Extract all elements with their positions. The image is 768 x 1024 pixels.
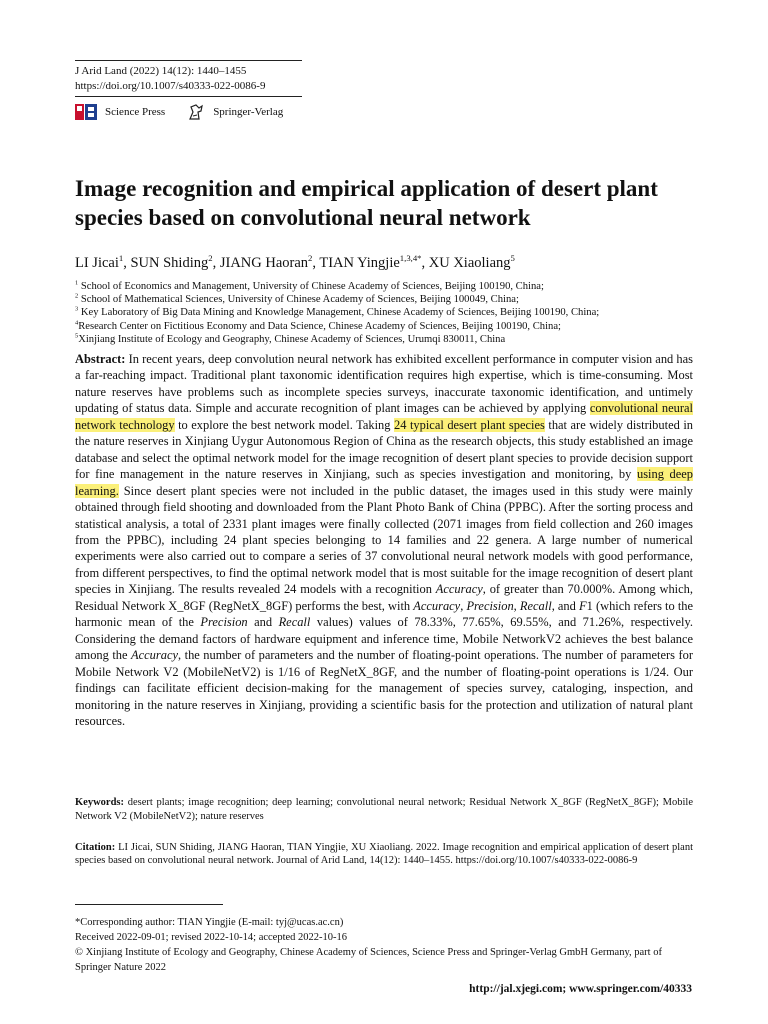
italic-term: Accuracy [413, 598, 461, 613]
author-separator: , [212, 255, 220, 271]
highlighted-text: convolutional neural network technology [75, 401, 693, 432]
affiliation-text: School of Economics and Management, University of Chinese Academy of Sciences, Beijing 100190, China; [80, 281, 544, 292]
journal-reference: J Arid Land (2022) 14(12): 1440–1455 [75, 65, 247, 77]
affiliation-number: 1 [75, 279, 79, 287]
affiliation-item [75, 320, 599, 333]
author-name: XU Xiaoliang [428, 255, 511, 271]
affiliation-item [75, 293, 599, 306]
author-affil-sup: 1,3,4* [399, 253, 422, 264]
italic-term: Recall [519, 598, 552, 613]
author-separator: , [312, 255, 320, 271]
received-dates: Received 2022-09-01; revised 2022-10-14; accepted 2022-10-16 [75, 932, 348, 943]
abstract-text: and [247, 615, 279, 630]
affiliation-number: 3 [75, 305, 79, 313]
affiliation-item [75, 333, 599, 346]
author-name: LI Jicai [75, 255, 119, 271]
author-affil-sup: 2 [208, 253, 213, 264]
abstract-text: , [460, 598, 467, 613]
abstract-label: Abstract: [75, 352, 126, 366]
affiliation-text: Research Center on Fictitious Economy and Data Science, Chinese Academy of Sciences, Beijing 100190, China; [78, 320, 561, 332]
abstract-text: , [513, 598, 520, 613]
author-affil-sup: 5 [510, 253, 515, 264]
abstract-text: values) values of 78.33%, 77.65%, 69.55%, and 71.26%, respectively. Considering the demand factors of hardware equipment and inference time, Mobile NetworkV2 achieves the best balance among the [75, 615, 693, 663]
keywords [75, 796, 693, 824]
italic-term: F [579, 598, 587, 613]
author-name: TIAN Yingjie [319, 255, 400, 271]
abstract-text: to explore the best network model. Taking [174, 417, 394, 432]
affiliation-number: 4 [75, 319, 79, 327]
abstract-text: , of greater than 70.000%. Among which, Residual Network X_8GF (RegNetX_8GF) performs the best, with [75, 582, 693, 613]
italic-term: Recall [278, 615, 311, 630]
italic-term: Precision [466, 598, 514, 613]
author-name: JIANG Haoran [219, 255, 309, 271]
affiliation-item [75, 280, 599, 293]
publisher-name: Science Press [105, 106, 166, 118]
doi-link[interactable]: https://doi.org/10.1007/s40333-022-0086-9 [75, 80, 266, 92]
citation [75, 841, 693, 867]
journal-header [75, 60, 302, 97]
springer-horse-icon [187, 103, 205, 121]
abstract-text: In recent years, deep convolution neural network has exhibited excellent performance in computer vision and has a far-reaching impact. Traditional plant taxonomic identification requires high expertise, which is time-consuming. Most nature reserves have problems such as incomplete species surveys, inaccurate taxonomic identification, and untimely updating of status data. Simple and accurate recognition of plant images can be achieved by applying [75, 352, 693, 416]
abstract [75, 351, 693, 729]
author-name: SUN Shiding [130, 255, 209, 271]
author-affil-sup: 1 [118, 253, 124, 264]
corresponding-author: *Corresponding author: TIAN Yingjie (E-mail: tyj@ucas.ac.cn) [75, 917, 344, 928]
abstract-text: that are widely distributed in the nature reserves in Xinjiang Uygur Autonomous Region of China as the research objects, this study established an image database and select the optimal network model for the image recognition of desert plant species to provide decision support for fine management in the nature reserves in Xinjiang, such as species investigation and monitoring, by [75, 417, 693, 482]
header-top-rule [75, 60, 302, 61]
abstract-text: , the number of parameters and the number of floating-point operations. The number of parameters for Mobile Network V2 (MobileNetV2) is 1/16 of RegNetX_8GF, and the number of floating-point operations is 1/24. Our findings can facilitate efficient decision-making for the management of species survey, cataloging, inspection, and monitoring in the nature reserves in Xinjiang, providing a scientific basis for the protection and utilization of natural plant resources. [75, 648, 693, 728]
affiliation-list [75, 280, 599, 346]
abstract-text: 1 (which refers to the harmonic mean of the [75, 598, 694, 630]
italic-term: Accuracy [131, 648, 179, 663]
science-press-logo-icon [75, 104, 97, 120]
affiliation-text: Xinjiang Institute of Ecology and Geography, Chinese Academy of Sciences, Urumqi 830011, China [78, 333, 506, 345]
author-list [75, 255, 515, 272]
italic-term: Accuracy [435, 582, 483, 597]
author-affil-sup: 2 [308, 253, 313, 264]
publisher-springer [187, 103, 283, 121]
highlighted-text: 24 typical desert plant species [394, 417, 545, 432]
affiliation-text: Key Laboratory of Big Data Mining and Knowledge Management, Chinese Academy of Sciences, Beijing 100190, China; [80, 307, 600, 319]
keywords-text: desert plants; image recognition; deep learning; convolutional neural network; Residual Network X_8GF (RegNetX_8GF); Mobile Network V2 (MobileNetV2); nature reserves [75, 797, 693, 822]
publisher-name: Springer-Verlag [213, 106, 284, 118]
citation-label: Citation: [75, 842, 116, 853]
footnotes [75, 915, 693, 975]
publisher-logos [75, 103, 305, 121]
affiliation-text: School of Mathematical Sciences, University of Chinese Academy of Sciences, Beijing 100049, China; [80, 294, 519, 306]
affiliation-number: 2 [75, 292, 79, 300]
footnote-divider [75, 904, 223, 905]
header-bottom-rule [75, 96, 302, 97]
highlighted-text: using deep learning. [75, 467, 693, 498]
author-separator: , [123, 255, 131, 271]
publisher-science-press [75, 104, 165, 120]
italic-term: Precision [200, 615, 248, 630]
abstract-text: , and [551, 598, 579, 613]
paper-title: Image recognition and empirical application of desert plant species based on convolutional neural network [75, 176, 658, 230]
abstract-text: Since desert plant species were not included in the public dataset, the images used in this study were mainly obtained through field shooting and downloaded from the Plant Photo Bank of China (PPBC). After the sorting process and statistical analysis, a total of 2331 plant images were finally collected (2071 images from field collection and 260 images from the PPBC), including 24 plant species belonging to 14 families and 22 genera. A large number of numerical experiments were also carried out to compare a series of 37 convolutional neural network models with good performance, from different perspectives, to find the optimal network model that is most suitable for the image recognition of desert plant species in Xinjiang. The results revealed 24 models with a recognition [75, 483, 693, 597]
affiliation-number: 5 [75, 332, 79, 340]
citation-text: LI Jicai, SUN Shiding, JIANG Haoran, TIAN Yingjie, XU Xiaoliang. 2022. Image recognition and empirical application of desert plant species based on convolutional neural network. Journal of Arid Land, 14(12): 1440–1455. https://doi.org/10.1007/s40333-022-0086-9 [75, 842, 693, 866]
keywords-label: Keywords: [75, 797, 124, 808]
affiliation-item [75, 306, 599, 319]
author-separator: , [421, 255, 429, 271]
footer-urls[interactable]: http://jal.xjegi.com; www.springer.com/40333 [469, 983, 692, 995]
copyright-notice: © Xinjiang Institute of Ecology and Geography, Chinese Academy of Sciences, Science Press and Springer-Verlag GmbH Germany, part of Springer Nature 2022 [75, 947, 662, 973]
